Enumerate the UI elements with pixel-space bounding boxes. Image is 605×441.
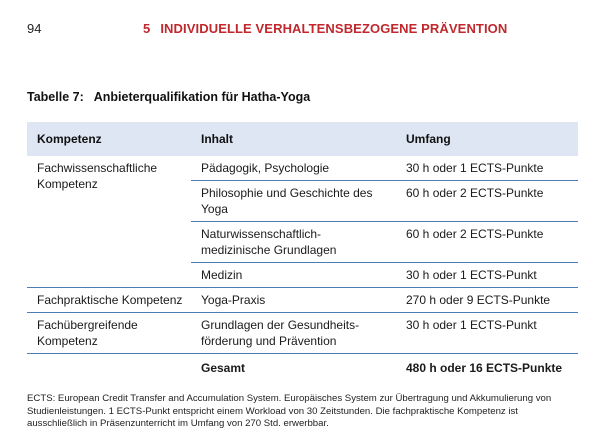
umfang-cell: 60 h oder 2 ECTS-Punkte <box>396 222 578 263</box>
inhalt-cell: Grundlagen der Gesundheits-förderung und Prävention <box>191 313 396 354</box>
kompetenz-cell: Fachwissenschaftliche Kompetenz <box>27 156 191 288</box>
kompetenz-cell: Fachpraktische Kompetenz <box>27 288 191 313</box>
kompetenz-cell: Fachübergreifende Kompetenz <box>27 313 191 354</box>
total-row <box>27 354 578 383</box>
umfang-cell: 30 h oder 1 ECTS-Punkte <box>396 156 578 181</box>
umfang-cell: 30 h oder 1 ECTS-Punkt <box>396 263 578 288</box>
total-empty-cell <box>27 354 191 383</box>
total-label: Gesamt <box>201 361 246 375</box>
table-label: Tabelle 7: <box>27 90 84 104</box>
inhalt-cell: Philosophie und Geschichte des Yoga <box>191 181 396 222</box>
chapter-number: 5 <box>143 21 151 36</box>
inhalt-cell: Pädagogik, Psychologie <box>191 156 396 181</box>
column-header-inhalt: Inhalt <box>191 122 396 156</box>
total-value: 480 h oder 16 ECTS-Punkte <box>406 361 563 375</box>
umfang-cell: 60 h oder 2 ECTS-Punkte <box>396 181 578 222</box>
table-title: Anbieterqualifikation für Hatha-Yoga <box>93 90 311 104</box>
chapter-heading <box>143 21 507 36</box>
table-footnote: ECTS: European Credit Transfer and Accumulation System. Europäisches System zur Übertragung und Akkumulierung von Studienleistungen. 1 ECTS-Punkt entspricht einem Workload von 30 Zeitstunden. Die fachpraktische Kompetenz ist ausschließlich in Präsenzunterricht im Umfang von 270 Std. erwerbbar. <box>27 393 552 429</box>
table-row <box>27 313 578 354</box>
table-caption <box>27 90 310 104</box>
inhalt-cell: Naturwissenschaftlich-medizinische Grundlagen <box>191 222 396 263</box>
qualification-table <box>27 122 578 382</box>
table-row <box>27 288 578 313</box>
inhalt-cell: Medizin <box>191 263 396 288</box>
table-header-row <box>27 122 578 156</box>
page-number: 94 <box>27 21 42 36</box>
umfang-cell: 30 h oder 1 ECTS-Punkt <box>396 313 578 354</box>
column-header-kompetenz: Kompetenz <box>27 122 191 156</box>
umfang-cell: 270 h oder 9 ECTS-Punkte <box>396 288 578 313</box>
column-header-umfang: Umfang <box>396 122 578 156</box>
inhalt-cell: Yoga-Praxis <box>191 288 396 313</box>
chapter-title: INDIVIDUELLE VERHALTENSBEZOGENE PRÄVENTION <box>160 21 508 36</box>
table-row <box>27 156 578 181</box>
